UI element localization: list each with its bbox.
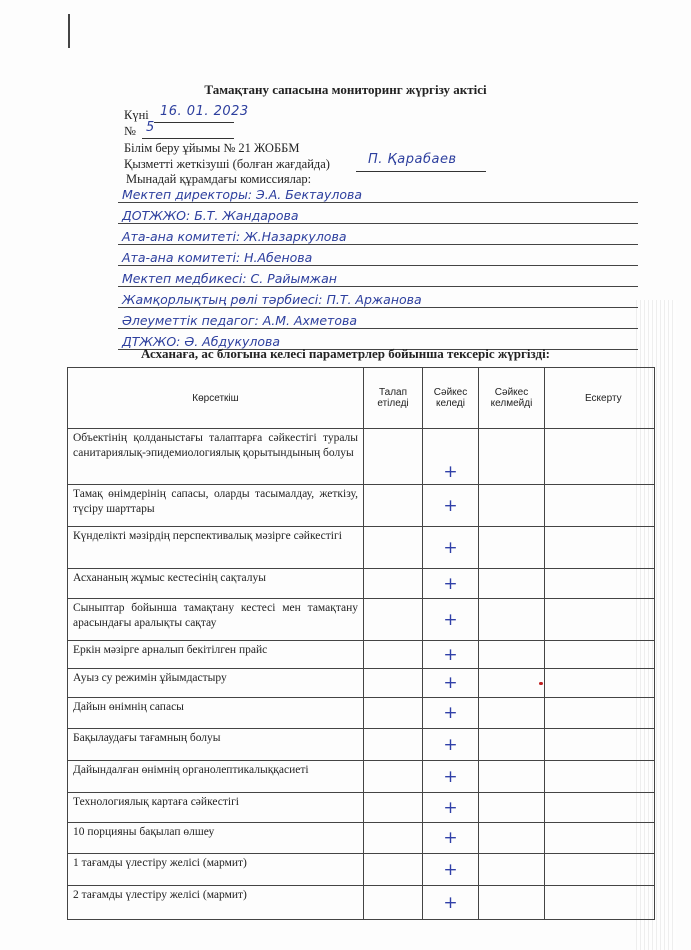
- table-row: [68, 698, 655, 729]
- header-required: Талап етіледі: [364, 368, 423, 429]
- commission-member: Әлеуметтік педагог: А.М. Ахметова: [118, 307, 638, 329]
- row-indicator: Дайындалған өнімнің органолептикалыққасиеті: [68, 761, 364, 793]
- commission-member: Жамқорлықтың рөлі тәрбиесі: П.Т. Аржанова: [118, 286, 638, 308]
- row-indicator: Бақылаудағы тағамның болуы: [68, 729, 364, 761]
- commission-member: Ата-ана комитеті: Ж.Назаркулова: [118, 223, 638, 245]
- supplier-label: Қызметті жеткізуші (болған жағдайда): [124, 157, 330, 171]
- row-indicator: Еркін мәзірге арналып бекітілген прайс: [68, 641, 364, 669]
- day-value: 16. 01. 2023: [160, 104, 249, 119]
- school-line: Білім беру ұйымы № 21 ЖОББМ: [124, 141, 300, 155]
- table-header-row: [68, 368, 655, 429]
- table-row: [68, 761, 655, 793]
- check-mark: +: [443, 797, 458, 818]
- table-row: [68, 527, 655, 569]
- commission-member: Мектеп директоры: Э.А. Бектаулова: [118, 181, 638, 203]
- ink-spot: [539, 682, 543, 685]
- check-mark: +: [443, 734, 458, 755]
- check-mark: +: [443, 609, 458, 630]
- commission-label: Мынадай құрамдағы комиссиялар:: [126, 172, 312, 186]
- check-mark: +: [443, 859, 458, 880]
- check-mark: +: [443, 644, 458, 665]
- header-not-matches: Сәйкес келмейді: [479, 368, 545, 429]
- row-indicator: Асхананың жұмыс кестесінің сақталуы: [68, 569, 364, 599]
- table-row: [68, 886, 655, 920]
- table-row: [68, 854, 655, 886]
- number-label: №: [124, 124, 136, 138]
- row-indicator: Күнделікті мәзірдің перспективалық мәзірге сәйкестігі: [68, 527, 364, 569]
- commission-member: Ата-ана комитеті: Н.Абенова: [118, 244, 638, 266]
- commission-member: ДТЖЖО: Ә. Абдукулова: [118, 328, 638, 350]
- row-indicator: 1 тағамды үлестіру желісі (мармит): [68, 854, 364, 886]
- row-indicator: Технологиялық картаға сәйкестігі: [68, 793, 364, 823]
- day-label: Күні: [124, 108, 149, 122]
- row-indicator: 10 порцияны бақылап өлшеу: [68, 823, 364, 854]
- table-row: [68, 729, 655, 761]
- inspection-table: [67, 367, 655, 920]
- header-note: Ескерту: [545, 368, 655, 429]
- table-row: [68, 669, 655, 698]
- row-indicator: Дайын өнімнің сапасы: [68, 698, 364, 729]
- scan-edge-mark: [68, 14, 70, 48]
- check-mark: +: [443, 673, 458, 693]
- check-mark: +: [443, 828, 458, 848]
- check-mark: +: [443, 703, 458, 723]
- table-row: [68, 429, 655, 485]
- supplier-value: П. Қарабаев: [368, 152, 457, 167]
- table-row: [68, 485, 655, 527]
- commission-member: ДОТЖЖО: Б.Т. Жандарова: [118, 202, 638, 224]
- table-row: [68, 823, 655, 854]
- row-indicator: Сыныптар бойынша тамақтану кестесі мен тамақтану арасындағы аралықты сақтау: [68, 599, 364, 641]
- header-matches: Сәйкес келеді: [423, 368, 479, 429]
- check-mark: +: [443, 495, 458, 516]
- table-row: [68, 569, 655, 599]
- number-value: 5: [146, 120, 155, 135]
- check-mark: +: [443, 573, 458, 594]
- header-indicator: Көрсеткіш: [68, 368, 364, 429]
- table-row: [68, 641, 655, 669]
- check-mark: +: [443, 892, 458, 913]
- check-mark: +: [443, 537, 458, 558]
- row-indicator: Ауыз су режимін ұйымдастыру: [68, 669, 364, 698]
- document-title: Тамақтану сапасына мониторинг жүргізу актісі: [204, 82, 487, 97]
- table-row: [68, 599, 655, 641]
- table-row: [68, 793, 655, 823]
- commission-member: Мектеп медбикесі: С. Райымжан: [118, 265, 638, 287]
- row-indicator: Тамақ өнімдерінің сапасы, оларды тасымалдау, жеткізу, түсіру шарттары: [68, 485, 364, 527]
- check-mark: +: [443, 462, 458, 482]
- row-indicator: Объектінің қолданыстағы талаптарға сәйкестігі туралы санитариялық-эпидемиологиялық қорытындының болуы: [68, 429, 364, 485]
- check-mark: +: [443, 766, 458, 787]
- row-indicator: 2 тағамды үлестіру желісі (мармит): [68, 886, 364, 920]
- section-title: Асханаға, ас блогына келесі параметрлер бойынша тексеріс жүргізді:: [140, 346, 551, 361]
